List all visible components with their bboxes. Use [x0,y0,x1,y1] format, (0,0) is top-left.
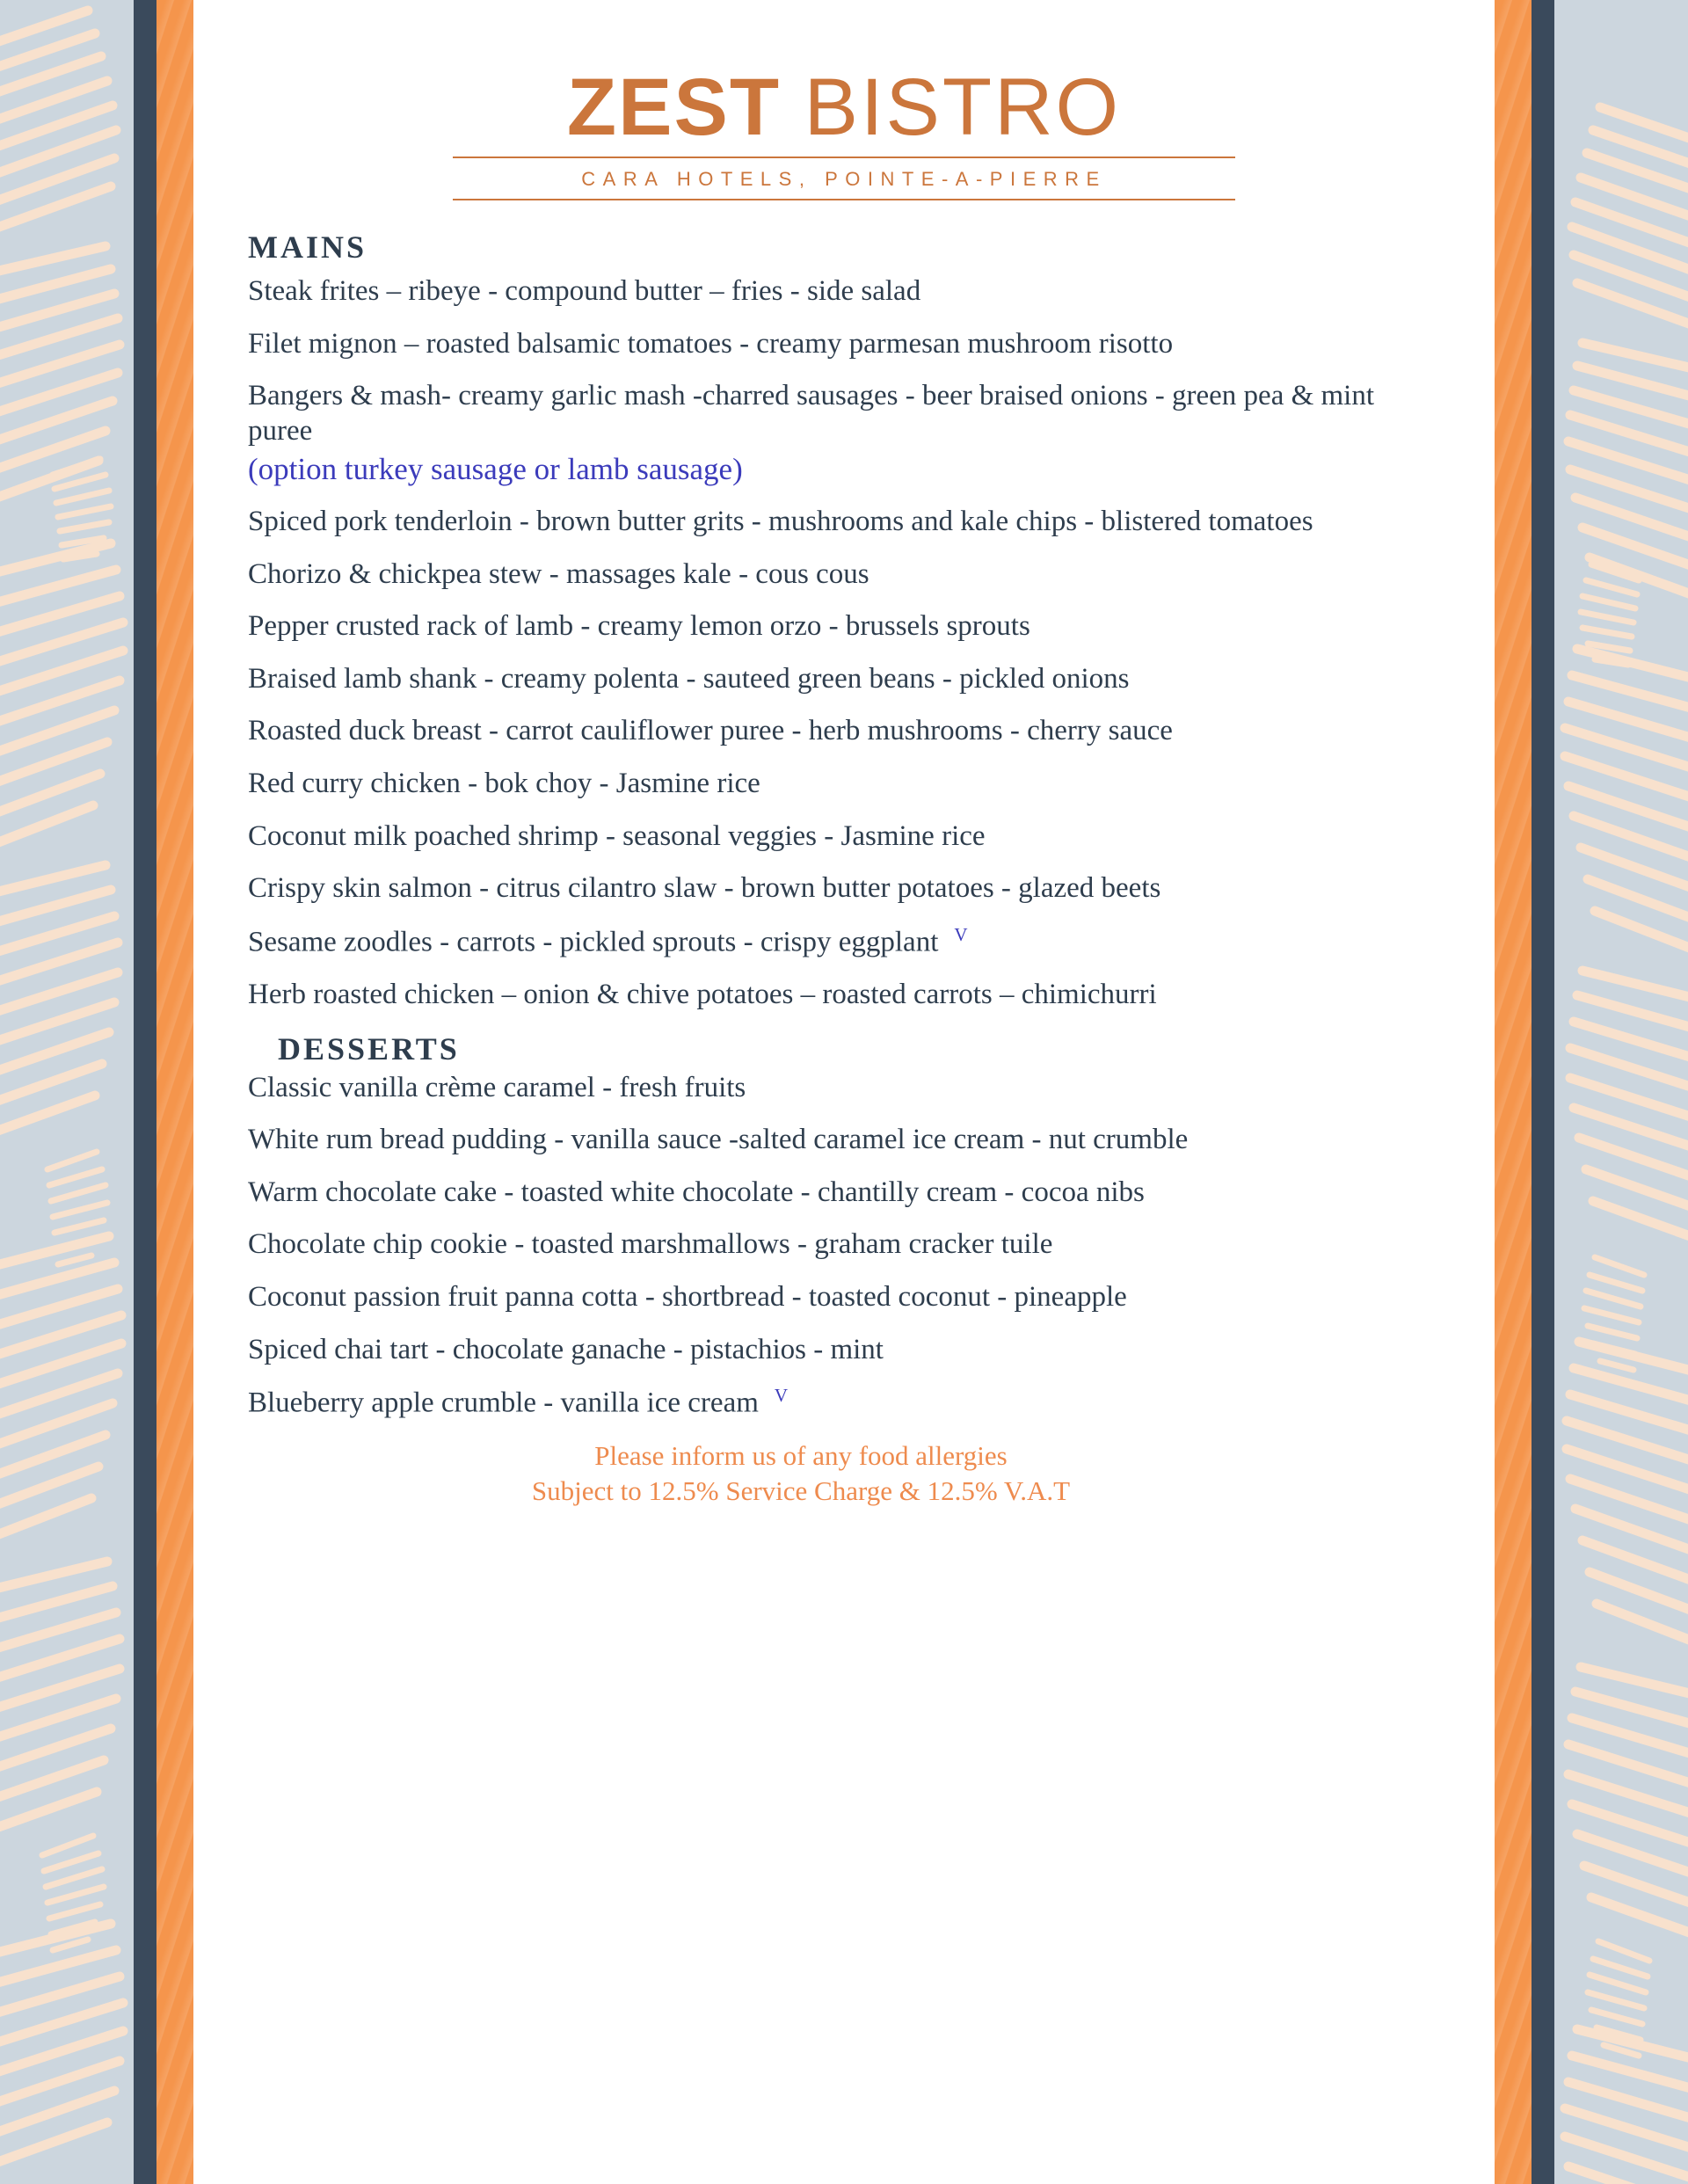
logo-zest-text: ZEST [566,62,782,152]
menu-item-text: Bangers & mash- creamy garlic mash -charred sausages - beer braised onions - green pea & mint puree [248,380,1375,447]
fern-pattern-icon-right [1554,0,1688,2184]
orange-stripe-texture-right [1495,0,1532,2184]
menu-sections [193,229,1495,1509]
vegetarian-marker-icon: V [774,1385,789,1407]
menu-content [193,0,1495,2184]
orange-stripe-right [1495,0,1532,2184]
menu-item: Coconut passion fruit panna cotta - shortbread - toasted coconut - pineapple [248,1280,1127,1313]
left-decorative-border [0,0,160,2184]
navy-stripe-right [1532,0,1554,2184]
menu-item: Roasted duck breast - carrot cauliflower puree - herb mushrooms - cherry sauce [248,715,1173,747]
section-heading-desserts: DESSERTS [278,1030,460,1067]
menu-item [248,924,1417,960]
menu-item: Filet mignon – roasted balsamic tomatoes - creamy parmesan mushroom risotto [248,327,1174,360]
menu-item: Spiced pork tenderloin - brown butter grits - mushrooms and kale chips - blistered tomatoes [248,506,1313,538]
menu-item: Chorizo & chickpea stew - massages kale - cous cous [248,557,869,590]
menu-item: Herb roasted chicken – onion & chive potatoes – roasted carrots – chimichurri [248,978,1157,1010]
menu-item: Crispy skin salmon - citrus cilantro slaw - brown butter potatoes - glazed beets [248,872,1161,905]
menu-item [248,379,1417,489]
fern-pattern-panel-left [0,0,134,2184]
logo-wordmark [453,62,1235,152]
fern-pattern-panel-right [1554,0,1688,2184]
orange-stripe-left [156,0,193,2184]
menu-item: Pepper crusted rack of lamb - creamy lemon orzo - brussels sprouts [248,610,1030,643]
right-decorative-border [1528,0,1688,2184]
section-heading-mains: MAINS [248,229,367,265]
service-charge-notice: Subject to 12.5% Service Charge & 12.5% V.A.T [531,1474,1071,1506]
vegetarian-marker-icon: V [954,923,968,945]
restaurant-logo [453,0,1235,200]
menu-footer [248,1438,1459,1508]
menu-item [248,1385,1417,1421]
menu-item: Coconut milk poached shrimp - seasonal veggies - Jasmine rice [248,819,986,852]
menu-item: White rum bread pudding - vanilla sauce -salted caramel ice cream - nut crumble [248,1124,1189,1156]
logo-tagline: CARA HOTELS, POINTE-A-PIERRE [581,168,1107,190]
menu-item: Braised lamb shank - creamy polenta - sauteed green beans - pickled onions [248,662,1130,695]
logo-bistro-text: BISTRO [804,62,1122,152]
menu-item-option-note: (option turkey sausage or lamb sausage) [248,452,743,487]
logo-rule-bottom [453,199,1235,200]
allergy-notice: Please inform us of any food allergies [594,1440,1008,1472]
menu-item: Steak frites – ribeye - compound butter – fries - side salad [248,275,921,307]
fern-pattern-icon-left [0,0,134,2184]
menu-item: Classic vanilla crème caramel - fresh fruits [248,1071,746,1103]
menu-item-text: Sesame zoodles - carrots - pickled sprouts - crispy eggplant [248,926,939,958]
menu-item: Spiced chai tart - chocolate ganache - pistachios - mint [248,1333,884,1365]
menu-item-text: Blueberry apple crumble - vanilla ice cream [248,1387,759,1419]
navy-stripe-left [134,0,156,2184]
menu-item: Chocolate chip cookie - toasted marshmallows - graham cracker tuile [248,1228,1053,1261]
menu-item: Red curry chicken - bok choy - Jasmine rice [248,768,760,800]
orange-stripe-texture-left [156,0,193,2184]
menu-item: Warm chocolate cake - toasted white chocolate - chantilly cream - cocoa nibs [248,1176,1145,1208]
